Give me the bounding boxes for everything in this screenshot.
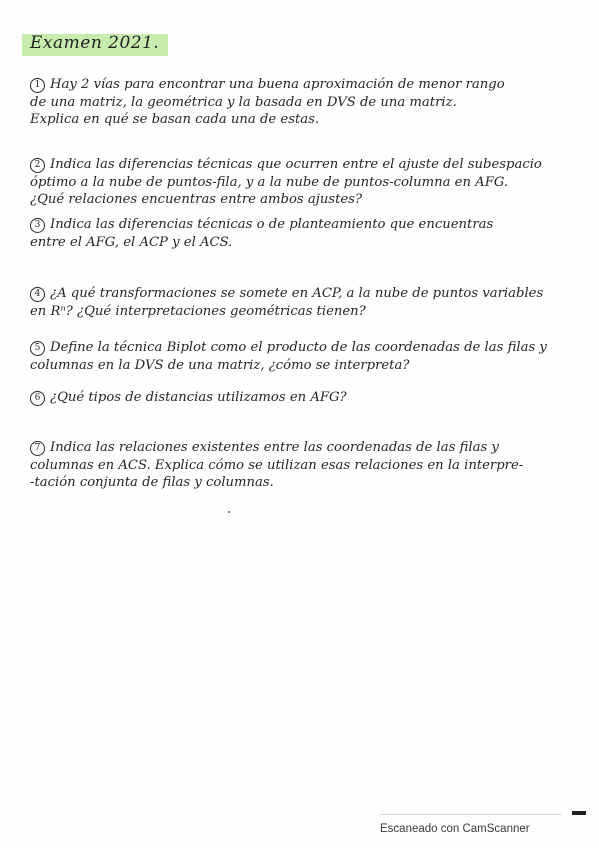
question-7 — [30, 439, 570, 492]
question-2-line-2: óptimo a la nube de puntos-fila, y a la nube de puntos-columna en AFG. — [30, 174, 509, 190]
question-number: 7 — [30, 441, 45, 456]
question-4 — [30, 285, 570, 320]
ink-dot — [228, 511, 230, 513]
scan-divider — [380, 814, 562, 815]
question-4-line-1: 4 ¿A qué transformaciones se somete en ACP, a la nube de puntos variables — [30, 285, 570, 303]
question-number: 6 — [30, 391, 45, 406]
question-number: 2 — [30, 158, 45, 173]
question-2 — [30, 156, 570, 209]
question-7-line-2: columnas en ACS. Explica cómo se utilizan esas relaciones en la interpre- — [30, 457, 524, 473]
question-1-line-1: 1 Hay 2 vías para encontrar una buena aproximación de menor rango — [30, 76, 570, 94]
question-5-line-2: columnas en la DVS de una matriz, ¿cómo se interpreta? — [30, 357, 410, 373]
scanner-watermark: Escaneado con CamScanner — [380, 823, 530, 835]
question-number: 5 — [30, 341, 45, 356]
question-1-line-2: de una matriz, la geométrica y la basada en DVS de una matriz. — [30, 94, 457, 110]
question-4-line-2: en Rⁿ? ¿Qué interpretaciones geométricas tienen? — [30, 303, 366, 319]
question-number: 4 — [30, 287, 45, 302]
question-7-line-1: 7 Indica las relaciones existentes entre las coordenadas de las filas y — [30, 439, 570, 457]
question-number: 1 — [30, 78, 45, 93]
question-7-line-3: -tación conjunta de filas y columnas. — [30, 475, 274, 490]
question-1 — [30, 76, 570, 129]
question-1-line-3: Explica en qué se basan cada una de estas. — [30, 112, 320, 127]
question-5-line-1: 5 Define la técnica Biplot como el producto de las coordenadas de las filas y — [30, 339, 570, 357]
question-2-line-1: 2 Indica las diferencias técnicas que ocurren entre el ajuste del subespacio — [30, 156, 570, 174]
question-number: 3 — [30, 218, 45, 233]
question-3-line-1: 3 Indica las diferencias técnicas o de planteamiento que encuentras — [30, 216, 570, 234]
question-6-line-1: 6 ¿Qué tipos de distancias utilizamos en AFG? — [30, 389, 570, 407]
question-5 — [30, 339, 570, 374]
page-title: Examen 2021. — [30, 33, 160, 53]
question-6 — [30, 389, 570, 407]
question-3 — [30, 216, 570, 251]
question-2-line-3: ¿Qué relaciones encuentras entre ambos ajustes? — [30, 192, 363, 207]
corner-mark — [572, 811, 586, 815]
question-3-line-2: entre el AFG, el ACP y el ACS. — [30, 234, 233, 250]
